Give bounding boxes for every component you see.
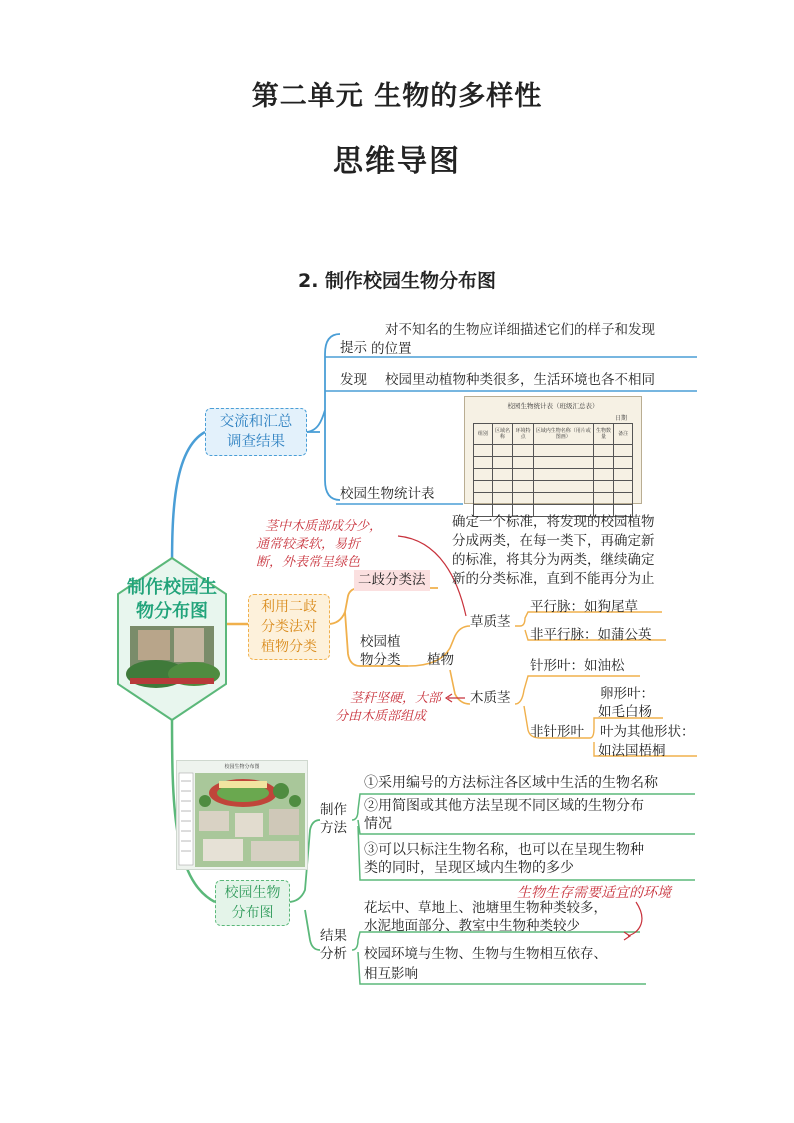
find-text: 校园里动植物种类很多，生活环境也各不相同	[385, 372, 655, 388]
result-1-line2: 水泥地面部分、教室中生物种类较少	[364, 918, 580, 934]
branch-distribution-map: 校园生物 分布图	[215, 880, 290, 926]
hint-text-line1: 对不知名的生物应详细描述它们的样子和发现	[385, 322, 655, 338]
table-header-organisms: 区域内生物名称（用片或图画）	[533, 424, 593, 445]
non-needle-leaf: 非针形叶	[530, 724, 584, 740]
method-text-line1: 确定一个标准，将发现的校园植物	[452, 514, 655, 530]
center-title: 制作校园生 物分布图	[127, 577, 217, 622]
note-herbaceous-line2: 通常较柔软，易折	[256, 537, 361, 552]
statistics-table-date: 日期	[614, 415, 627, 422]
school-plant-line1: 校园植	[360, 634, 401, 650]
method-text-line4: 新的分类标准，直到不能再分为止	[452, 571, 655, 587]
plant-label: 植物	[427, 652, 454, 668]
note-herbaceous-line1: 茎中木质部成分少，	[265, 519, 383, 534]
method-step-2-line1: ②用简图或其他方法呈现不同区域的生物分布	[364, 798, 644, 814]
method-label-line2: 方法	[320, 820, 347, 836]
statistics-table	[473, 423, 633, 517]
non-parallel-vein: 非平行脉：如蒲公英	[530, 627, 652, 643]
table-header-environment: 环境特点	[513, 424, 534, 445]
unit-title: 第二单元 生物的多样性	[251, 81, 543, 112]
table-header-count: 生物数量	[593, 424, 614, 445]
section-title: 2. 制作校园生物分布图	[297, 270, 497, 292]
branch-binary-classification: 利用二歧 分类法对 植物分类	[248, 594, 330, 660]
method-label-line1: 制作	[320, 802, 347, 818]
distribution-map-drawing	[177, 761, 307, 869]
distribution-map-thumbnail	[176, 760, 308, 870]
note-woody-line1: 茎秆坚硬，大部	[350, 691, 442, 706]
herbaceous-stem: 草质茎	[470, 614, 511, 630]
other-leaf-line1: 叶为其他形状：	[600, 724, 695, 740]
oval-leaf-line1: 卵形叶：	[600, 686, 654, 702]
table-label: 校园生物统计表	[340, 486, 435, 502]
method-step-3-line1: ③可以只标注生物名称，也可以在呈现生物种	[364, 842, 644, 858]
result-1-line1: 花坛中、草地上、池塘里生物种类较多，	[364, 900, 607, 916]
table-header-group: 组别	[474, 424, 493, 445]
binary-classification-label: 二歧分类法	[354, 570, 430, 591]
method-step-2-line2: 情况	[364, 816, 392, 832]
needle-leaf: 针形叶：如油松	[530, 658, 625, 674]
hint-text-line2: 的位置	[371, 341, 412, 357]
hint-label: 提示	[340, 340, 367, 356]
find-label: 发现	[340, 372, 367, 388]
result-2-line2: 相互影响	[364, 966, 418, 982]
note-herbaceous-line3: 断，外表常呈绿色	[256, 555, 361, 570]
method-step-1: ①采用编号的方法标注各区域中生活的生物名称	[364, 775, 658, 791]
parallel-vein: 平行脉：如狗尾草	[530, 599, 638, 615]
method-step-3-line2: 类的同时，呈现区域内生物的多少	[364, 860, 574, 876]
school-plant-line2: 物分类	[360, 652, 401, 668]
note-woody-line2: 分由木质部组成	[335, 709, 427, 724]
statistics-table-thumbnail	[464, 396, 642, 504]
statistics-table-title: 校园生物统计表（班级汇总表）	[507, 402, 599, 410]
method-text-line2: 分成两类，在每一类下，再确定新	[452, 533, 655, 549]
map-title: 思维导图	[333, 144, 461, 179]
distribution-map-title: 校园生物分布图	[224, 764, 260, 770]
woody-stem: 木质茎	[470, 690, 511, 706]
table-header-note: 备注	[614, 424, 633, 445]
result-label-line1: 结果	[320, 928, 347, 944]
other-leaf-line2: 如法国梧桐	[598, 743, 666, 759]
note-environment: 生物生存需要适宜的环境	[517, 885, 671, 901]
oval-leaf-line2: 如毛白杨	[598, 704, 652, 720]
branch-exchange-summary: 交流和汇总 调查结果	[205, 408, 307, 456]
result-label-line2: 分析	[320, 946, 347, 962]
table-header-area: 区域名称	[492, 424, 513, 445]
method-text-line3: 的标准，将其分为两类，继续确定	[452, 552, 655, 568]
result-2-line1: 校园环境与生物、生物与生物相互依存、	[364, 946, 607, 962]
